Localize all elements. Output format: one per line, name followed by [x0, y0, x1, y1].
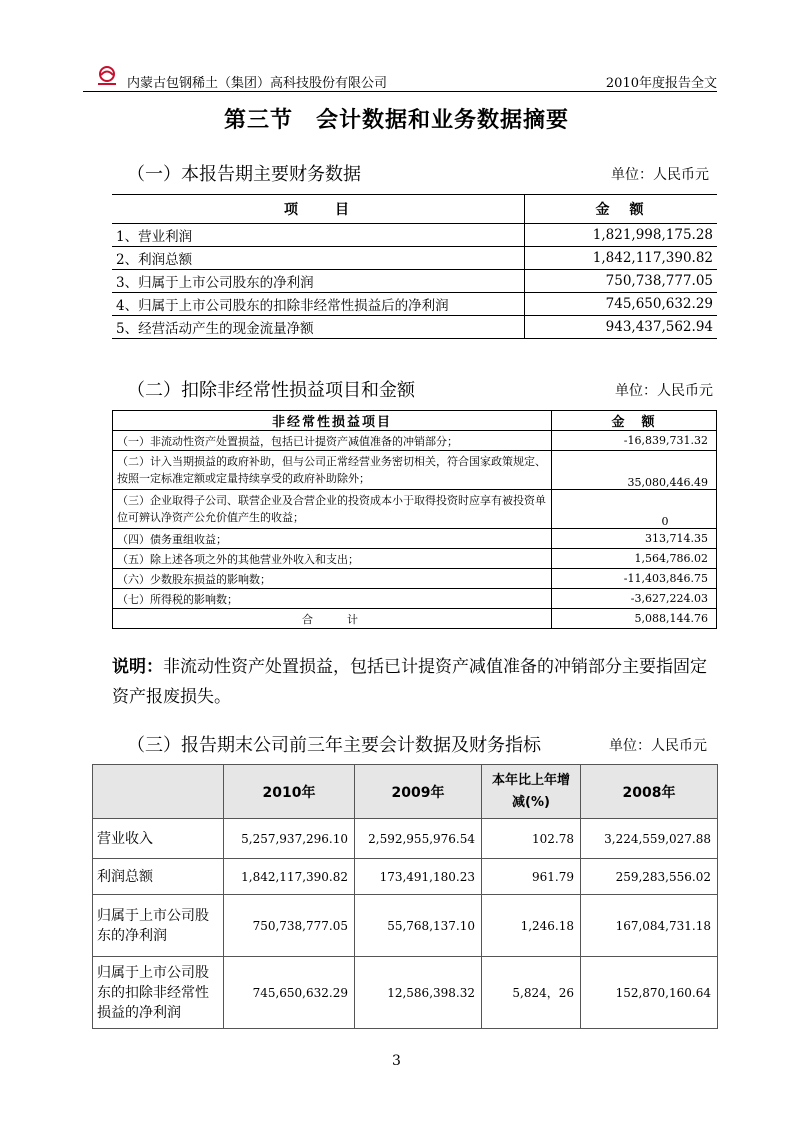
col-amount: 金 额 — [552, 411, 717, 431]
table-row — [113, 549, 717, 569]
section1-heading: （一）本报告期主要财务数据 — [127, 164, 361, 185]
value-2009: 55,768,137.10 — [355, 895, 482, 957]
row-label: 3、归属于上市公司股东的净利润 — [112, 270, 525, 293]
note-paragraph — [112, 652, 722, 712]
nonrecurring-table — [112, 410, 717, 629]
total-row — [113, 609, 717, 629]
section3-heading: （三）报告期末公司前三年主要会计数据及财务指标 — [127, 735, 541, 756]
row-label: 归属于上市公司股东的净利润 — [93, 895, 224, 957]
value-2009: 12,586,398.32 — [355, 957, 482, 1029]
value-change: 1,246.18 — [482, 895, 581, 957]
col-2009: 2009年 — [355, 765, 482, 819]
page-number: 3 — [392, 1053, 401, 1069]
table-row — [93, 859, 718, 895]
table-row — [113, 589, 717, 609]
value-change: 961.79 — [482, 859, 581, 895]
col-item: 非经常性损益项目 — [113, 411, 552, 431]
table-row — [112, 270, 717, 293]
row-label: （四）债务重组收益； — [113, 529, 552, 549]
row-label: 归属于上市公司股东的扣除非经常性损益的净利润 — [93, 957, 224, 1029]
section2-unit: 单位：人民币元 — [615, 383, 713, 399]
row-label: 利润总额 — [93, 859, 224, 895]
main-financial-table — [112, 194, 717, 339]
note-label: 说明： — [112, 657, 163, 677]
value-2009: 173,491,180.23 — [355, 859, 482, 895]
section2-heading: （二）扣除非经常性损益项目和金额 — [127, 380, 415, 401]
table-row — [93, 957, 718, 1029]
table-row — [113, 431, 717, 451]
header-company: 内蒙古包钢稀土（集团）高科技股份有限公司 — [127, 76, 388, 91]
row-value: -11,403,846.75 — [552, 569, 717, 589]
table-row — [112, 224, 717, 247]
row-value: 35,080,446.49 — [552, 451, 717, 490]
section3-unit: 单位：人民币元 — [609, 738, 707, 754]
table-row — [113, 529, 717, 549]
value-2010: 5,257,937,296.10 — [224, 819, 355, 859]
col-amount: 金 额 — [525, 195, 718, 224]
three-year-table — [92, 764, 718, 1029]
value-2008: 152,870,160.64 — [581, 957, 718, 1029]
table-row — [112, 247, 717, 270]
row-label: （三）企业取得子公司、联营企业及合营企业的投资成本小于取得投资时应享有被投资单位可辨认净资产公允价值产生的收益； — [113, 490, 552, 529]
value-change: 5,824，26 — [482, 957, 581, 1029]
note-text: 非流动性资产处置损益，包括已计提资产减值准备的冲销部分主要指固定资产报废损失。 — [112, 657, 707, 707]
value-change: 102.78 — [482, 819, 581, 859]
value-2010: 745,650,632.29 — [224, 957, 355, 1029]
col-blank — [93, 765, 224, 819]
row-label: 5、经营活动产生的现金流量净额 — [112, 316, 525, 339]
value-2009: 2,592,955,976.54 — [355, 819, 482, 859]
row-value: 1,821,998,175.28 — [525, 224, 718, 247]
row-label: （一）非流动性资产处置损益，包括已计提资产减值准备的冲销部分； — [113, 431, 552, 451]
row-label: （五）除上述各项之外的其他营业外收入和支出； — [113, 549, 552, 569]
table-row — [112, 293, 717, 316]
col-2010: 2010年 — [224, 765, 355, 819]
row-value: -16,839,731.32 — [552, 431, 717, 451]
company-logo-icon — [95, 66, 119, 88]
row-value: 1,564,786.02 — [552, 549, 717, 569]
section1-unit: 单位：人民币元 — [611, 167, 709, 183]
row-value: 0 — [552, 490, 717, 529]
row-label: （二）计入当期损益的政府补助，但与公司正常经营业务密切相关，符合国家政策规定、按照一定标准定额或定量持续享受的政府补助除外； — [113, 451, 552, 490]
header-report: 2010年度报告全文 — [605, 76, 717, 91]
col-change: 本年比上年增减(%) — [482, 765, 581, 819]
row-label: 2、利润总额 — [112, 247, 525, 270]
table-row — [112, 316, 717, 339]
row-label: （七）所得税的影响数； — [113, 589, 552, 609]
row-value: 313,714.35 — [552, 529, 717, 549]
row-label: 1、营业利润 — [112, 224, 525, 247]
total-label: 合 计 — [113, 609, 552, 629]
page-title: 第三节 会计数据和业务数据摘要 — [223, 108, 569, 133]
value-2008: 167,084,731.18 — [581, 895, 718, 957]
header-divider — [83, 91, 717, 92]
row-label: 4、归属于上市公司股东的扣除非经常性损益后的净利润 — [112, 293, 525, 316]
value-2008: 3,224,559,027.88 — [581, 819, 718, 859]
table-row — [113, 490, 717, 529]
row-value: 943,437,562.94 — [525, 316, 718, 339]
row-label: （六）少数股东损益的影响数； — [113, 569, 552, 589]
row-value: 745,650,632.29 — [525, 293, 718, 316]
col-item: 项 目 — [112, 195, 525, 224]
row-label: 营业收入 — [93, 819, 224, 859]
table-row — [93, 895, 718, 957]
col-2008: 2008年 — [581, 765, 718, 819]
row-value: 750,738,777.05 — [525, 270, 718, 293]
total-value: 5,088,144.76 — [552, 609, 717, 629]
value-2010: 750,738,777.05 — [224, 895, 355, 957]
table-row — [113, 569, 717, 589]
value-2008: 259,283,556.02 — [581, 859, 718, 895]
value-2010: 1,842,117,390.82 — [224, 859, 355, 895]
row-value: 1,842,117,390.82 — [525, 247, 718, 270]
table-row — [113, 451, 717, 490]
table-row — [93, 819, 718, 859]
row-value: -3,627,224.03 — [552, 589, 717, 609]
